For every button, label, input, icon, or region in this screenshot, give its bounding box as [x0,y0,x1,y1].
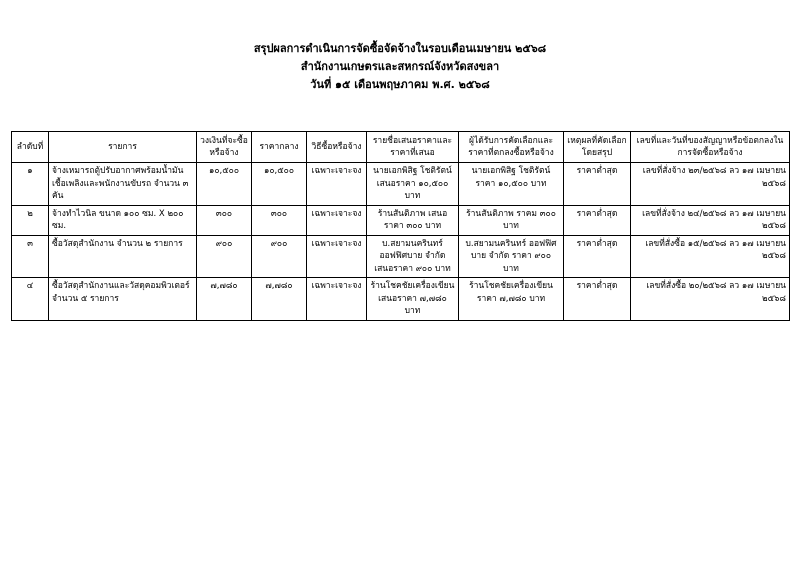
row-median-price: ๙๐๐ [252,235,307,278]
row-contract: เลขที่สั่งจ้าง ๒๓/๒๕๖๘ ลว ๑๗ เมษายน ๒๕๖๘ [631,163,790,206]
row-no: ๔ [12,278,49,321]
col-header-reason: เหตุผลที่คัดเลือกโดยสรุป [564,132,631,163]
col-header-item: รายการ [49,132,197,163]
row-bidders: บ.สยามนครินทร์ ออฟฟิศบาย จำกัด เสนอราคา ๙๐๐ บาท [367,235,459,278]
row-method: เฉพาะเจาะจง [307,163,367,206]
row-contract: เลขที่สั่งจ้าง ๒๔/๒๕๖๘ ลว ๑๗ เมษายน ๒๕๖๘ [631,205,790,235]
row-median-price: ๓๐๐ [252,205,307,235]
row-reason: ราคาต่ำสุด [564,163,631,206]
row-winner: นายเอกพิสิฐ โชติรัตน์ ราคา ๑๐,๕๐๐ บาท [459,163,564,206]
row-winner: ร้านโชคชัยเครื่องเขียน ราคา ๗,๗๘๐ บาท [459,278,564,321]
col-header-contract: เลขที่และวันที่ของสัญญาหรือข้อตกลงในการจัดซื้อหรือจ้าง [631,132,790,163]
row-median-price: ๗,๗๘๐ [252,278,307,321]
agency-name: สำนักงานเกษตรและสหกรณ์จังหวัดสงขลา [300,60,500,73]
table-header-row [12,132,790,163]
row-bidders: นายเอกพิสิฐ โชติรัตน์ เสนอราคา ๑๐,๕๐๐ บาท [367,163,459,206]
row-no: ๓ [12,235,49,278]
row-item: จ้างเหมารถตู้ปรับอากาศพร้อมน้ำมันเชื้อเพลิงและพนักงานขับรถ จำนวน ๓ คัน [49,163,197,206]
row-budget: ๑๐,๕๐๐ [197,163,252,206]
row-reason: ราคาต่ำสุด [564,235,631,278]
col-header-bidders: รายชื่อเสนอราคาและราคาที่เสนอ [367,132,459,163]
row-budget: ๙๐๐ [197,235,252,278]
table-row [12,278,790,321]
row-winner: ร้านสันติภาพ ราคม ๓๐๐ บาท [459,205,564,235]
col-header-median-price: ราคากลาง [252,132,307,163]
document-header [0,40,800,94]
row-method: เฉพาะเจาะจง [307,235,367,278]
row-method: เฉพาะเจาะจง [307,205,367,235]
row-median-price: ๑๐,๕๐๐ [252,163,307,206]
row-no: ๑ [12,163,49,206]
row-item: จ้างทำไวนิล ขนาด ๑๐๐ ซม. X ๒๐๐ ซม. [49,205,197,235]
row-winner: บ.สยามนครินทร์ ออฟฟิศบาย จำกัด ราคา ๙๐๐ บาท [459,235,564,278]
col-header-method: วิธีซื้อหรือจ้าง [307,132,367,163]
row-bidders: ร้านโชคชัยเครื่องเขียน เสนอราคา ๗,๗๘๐ บาท [367,278,459,321]
table-row [12,205,790,235]
document-date: วันที่ ๑๕ เดือนพฤษภาคม พ.ศ. ๒๕๖๘ [310,78,490,91]
row-budget: ๓๐๐ [197,205,252,235]
table-row [12,235,790,278]
row-reason: ราคาต่ำสุด [564,205,631,235]
col-header-budget: วงเงินที่จะซื้อหรือจ้าง [197,132,252,163]
col-header-winner: ผู้ได้รับการคัดเลือกและราคาที่ตกลงซื้อหรือจ้าง [459,132,564,163]
table-row [12,163,790,206]
row-contract: เลขที่สั่งซื้อ ๑๕/๒๕๖๘ ลว ๑๗ เมษายน ๒๕๖๘ [631,235,790,278]
row-bidders: ร้านสันติภาพ เสนอราคา ๓๐๐ บาท [367,205,459,235]
row-budget: ๗,๗๘๐ [197,278,252,321]
col-header-no: ลำดับที่ [12,132,49,163]
row-method: เฉพาะเจาะจง [307,278,367,321]
row-item: ซื้อวัสดุสำนักงานและวัสดุคอมพิวเตอร์ จำนวน ๕ รายการ [49,278,197,321]
row-contract: เลขที่สั่งซื้อ ๒๐/๒๕๖๘ ลว ๑๗ เมษายน ๒๕๖๘ [631,278,790,321]
row-no: ๒ [12,205,49,235]
procurement-summary-table [11,131,790,321]
document-title: สรุปผลการดำเนินการจัดซื้อจัดจ้างในรอบเดือนเมษายน ๒๕๖๘ [253,42,547,55]
row-reason: ราคาต่ำสุด [564,278,631,321]
row-item: ซื้อวัสดุสำนักงาน จำนวน ๒ รายการ [49,235,197,278]
